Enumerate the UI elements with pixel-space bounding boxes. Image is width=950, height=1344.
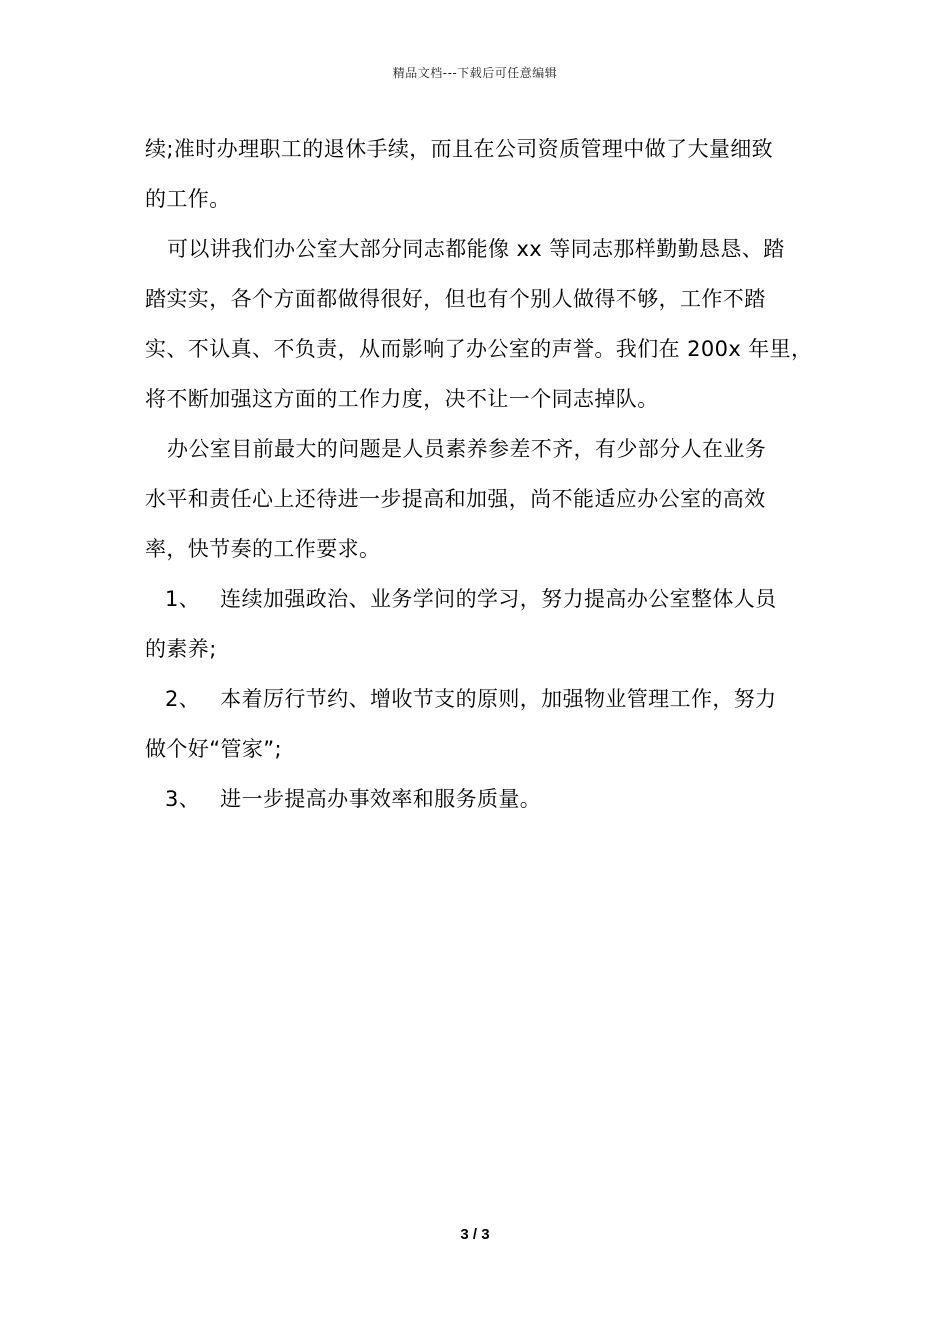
list-number: 3、 [165, 787, 201, 811]
text-line: 的工作。 [145, 187, 231, 211]
list-item-text: 连续加强政治、业务学问的学习，努力提高办公室整体人员 [220, 587, 777, 611]
list-item-3 [145, 774, 810, 824]
list-item-text: 本着厉行节约、增收节支的原则，加强物业管理工作，努力 [220, 687, 777, 711]
text-line: 踏实实，各个方面都做得很好，但也有个别人做得不够，工作不踏 [145, 287, 766, 311]
text-line: 可以讲我们办公室大部分同志都能像 xx 等同志那样勤勤恳恳、踏 [167, 237, 785, 261]
text-line: 做个好“管家”; [145, 737, 283, 761]
list-item-2 [145, 674, 810, 724]
text-line: 率，快节奏的工作要求。 [145, 537, 381, 561]
list-number: 2、 [165, 687, 201, 711]
list-item-text: 进一步提高办事效率和服务质量。 [220, 787, 542, 811]
page-header: 精品文档---下载后可任意编辑 [392, 66, 558, 80]
list-item-1 [145, 574, 810, 624]
text-line: 将不断加强这方面的工作力度，决不让一个同志掉队。 [145, 387, 659, 411]
text-line: 办公室目前最大的问题是人员素养参差不齐，有少部分人在业务 [167, 437, 767, 461]
page-number: 3 / 3 [460, 1226, 490, 1243]
list-number: 1、 [165, 587, 201, 611]
text-line: 续;准时办理职工的退休手续，而且在公司资质管理中做了大量细致 [145, 137, 774, 161]
document-body [145, 124, 813, 824]
text-line: 的素养; [145, 637, 217, 661]
text-line: 实、不认真、不负责，从而影响了办公室的声誉。我们在 200x 年里， [145, 337, 813, 361]
text-line: 水平和责任心上还待进一步提高和加强，尚不能适应办公室的高效 [145, 487, 766, 511]
